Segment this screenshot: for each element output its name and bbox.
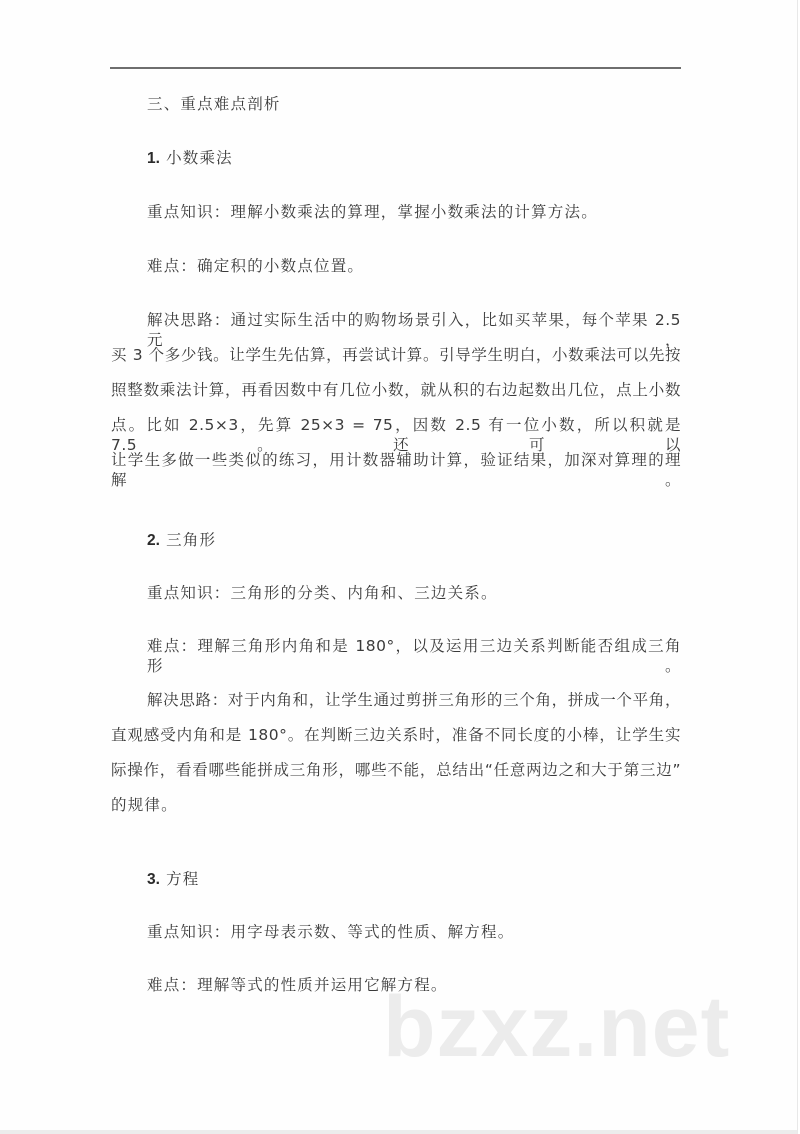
topic-number: 2. — [147, 532, 160, 549]
difficulty: 难点：理解三角形内角和是 180°，以及运用三边关系判断能否组成三角形。 — [147, 637, 681, 675]
difficulty: 难点：理解等式的性质并运用它解方程。 — [147, 976, 448, 994]
approach-line: 直观感受内角和是 180°。在判断三边关系时，准备不同长度的小棒，让学生实 — [111, 726, 681, 744]
approach-line: 解决思路：对于内角和，让学生通过剪拼三角形的三个角，拼成一个平角， — [147, 691, 681, 709]
approach-line: 际操作，看看哪些能拼成三角形，哪些不能，总结出“任意两边之和大于第三边” — [111, 761, 681, 779]
topic-title: 小数乘法 — [166, 149, 233, 167]
topic-heading — [147, 869, 199, 890]
approach-line: 让学生多做一些类似的练习，用计数器辅助计算，验证结果，加深对算理的理解。 — [111, 451, 681, 489]
topic-number: 1. — [147, 150, 160, 167]
approach-line: 的规律。 — [111, 796, 178, 814]
key-knowledge: 重点知识：三角形的分类、内角和、三边关系。 — [147, 584, 498, 602]
topic-heading — [147, 148, 233, 169]
approach-line: 点。比如 2.5×3，先算 25×3 = 75，因数 2.5 有一位小数，所以积就是 7.5。还可以 — [111, 416, 681, 454]
topic-number: 3. — [147, 871, 160, 888]
key-knowledge: 重点知识：用字母表示数、等式的性质、解方程。 — [147, 923, 515, 941]
topic-title: 三角形 — [166, 531, 217, 549]
topic-title: 方程 — [166, 870, 200, 888]
approach-line: 买 3 个多少钱。让学生先估算，再尝试计算。引导学生明白，小数乘法可以先按 — [111, 346, 681, 364]
key-knowledge: 重点知识：理解小数乘法的算理，掌握小数乘法的计算方法。 — [147, 203, 598, 221]
topic-heading — [147, 530, 216, 551]
watermark: bzxz.net — [383, 979, 731, 1075]
section-title: 三、重点难点剖析 — [147, 95, 281, 113]
difficulty: 难点：确定积的小数点位置。 — [147, 257, 365, 275]
header-rule — [110, 67, 681, 69]
approach-line: 照整数乘法计算，再看因数中有几位小数，就从积的右边起数出几位，点上小数 — [111, 381, 681, 399]
approach-line: 解决思路：通过实际生活中的购物场景引入，比如买苹果，每个苹果 2.5 元， — [147, 311, 681, 349]
